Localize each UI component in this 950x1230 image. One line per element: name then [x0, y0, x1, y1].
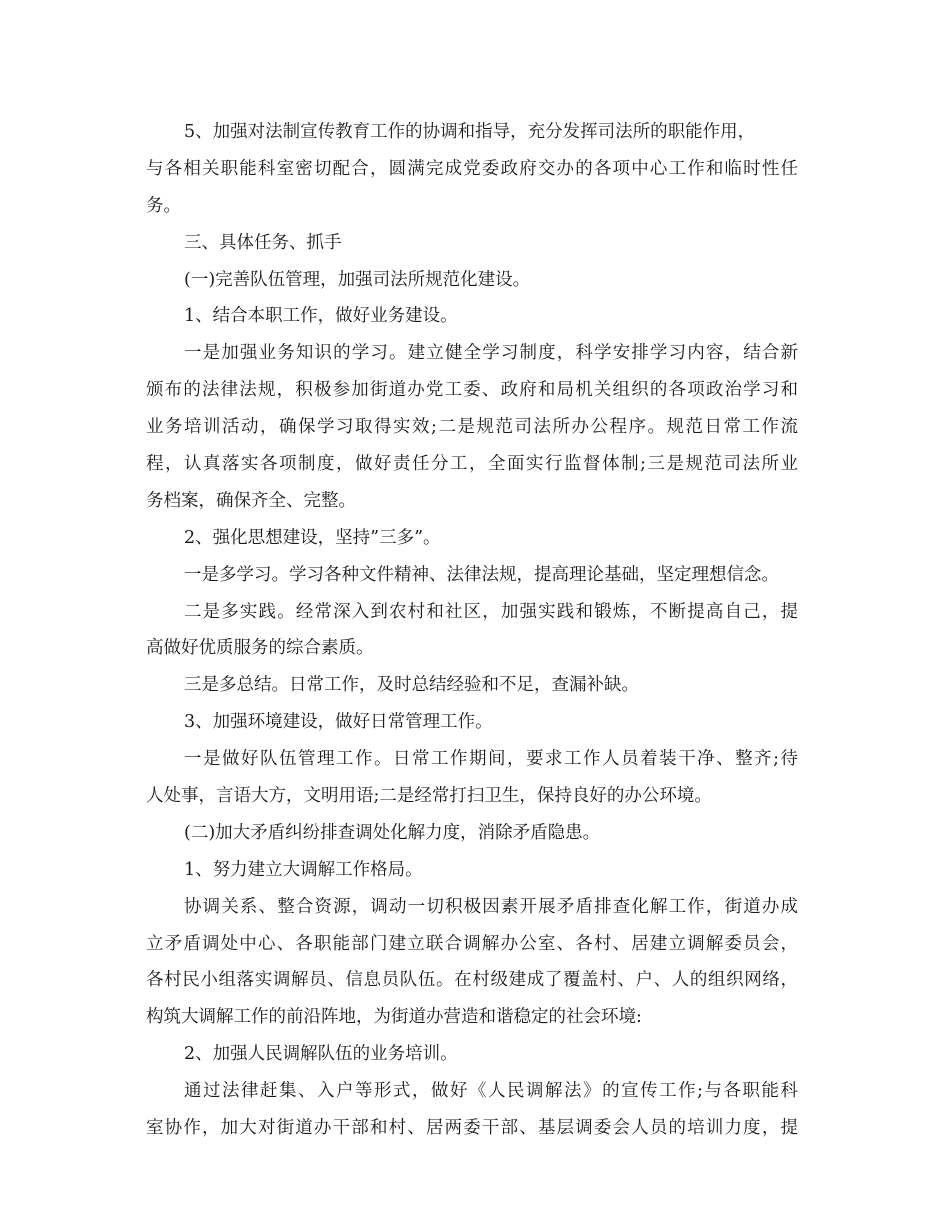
text-line: 2、加强人民调解队伍的业务培训。 [184, 1044, 458, 1065]
text-line: 务。 [146, 195, 181, 216]
text-line: 2、强化思想建设，坚持”三多”。 [184, 527, 441, 548]
text-line: 构筑大调解工作的前沿阵地，为街道办营造和谐稳定的社会环境: [146, 1007, 642, 1028]
text-line: 立矛盾调处中心、各职能部门建立联合调解办公室、各村、居建立调解委员会， [146, 933, 798, 954]
text-line: 二是多实践。经常深入到农村和社区，加强实践和锻炼，不断提高自己，提 [184, 601, 798, 622]
text-line: 一是多学习。学习各种文件精神、法律法规，提高理论基础，坚定理想信念。 [184, 564, 779, 585]
text-line: 通过法律赶集、入户等形式，做好《人民调解法》的宣传工作;与各职能科 [184, 1081, 798, 1102]
text-line: 人处事，言语大方，文明用语;二是经常打扫卫生，保持良好的办公环境。 [146, 786, 712, 807]
text-line: (二)加大矛盾纠纷排查调处化解力度，消除矛盾隐患。 [184, 822, 601, 843]
text-line: 三是多总结。日常工作，及时总结经验和不足，查漏补缺。 [184, 675, 639, 696]
text-line: 三、具体任务、抓手 [184, 232, 342, 253]
document-body [146, 114, 806, 1147]
text-line: 各村民小组落实调解员、信息员队伍。在村级建成了覆盖村、户、人的组织网络， [146, 970, 798, 991]
text-line: 1、结合本职工作，做好业务建设。 [184, 306, 458, 327]
text-line: 3、加强环境建设，做好日常管理工作。 [184, 712, 493, 733]
text-line: 协调关系、整合资源，调动一切积极因素开展矛盾排查化解工作，街道办成 [184, 896, 798, 917]
text-line: (一)完善队伍管理，加强司法所规范化建设。 [184, 269, 531, 290]
text-line: 一是做好队伍管理工作。日常工作期间，要求工作人员着装干净、整齐;待 [184, 749, 798, 770]
text-line: 1、努力建立大调解工作格局。 [184, 859, 423, 880]
text-line: 与各相关职能科室密切配合，圆满完成党委政府交办的各项中心工作和临时性任 [146, 158, 798, 179]
text-line: 高做好优质服务的综合素质。 [146, 638, 374, 659]
text-line: 室协作，加大对街道办干部和村、居两委干部、基层调委会人员的培训力度，提 [146, 1118, 798, 1139]
text-line: 一是加强业务知识的学习。建立健全学习制度，科学安排学习内容，结合新 [184, 343, 798, 364]
text-line: 程，认真落实各项制度，做好责任分工，全面实行监督体制;三是规范司法所业 [146, 454, 798, 475]
text-line: 颁布的法律法规，积极参加街道办党工委、政府和局机关组织的各项政治学习和 [146, 380, 798, 401]
text-line: 务档案，确保齐全、完整。 [146, 490, 356, 511]
text-line: 5、加强对法制宣传教育工作的协调和指导，充分发挥司法所的职能作用， [184, 122, 756, 142]
text-line: 业务培训活动，确保学习取得实效;二是规范司法所办公程序。规范日常工作流 [146, 417, 798, 438]
